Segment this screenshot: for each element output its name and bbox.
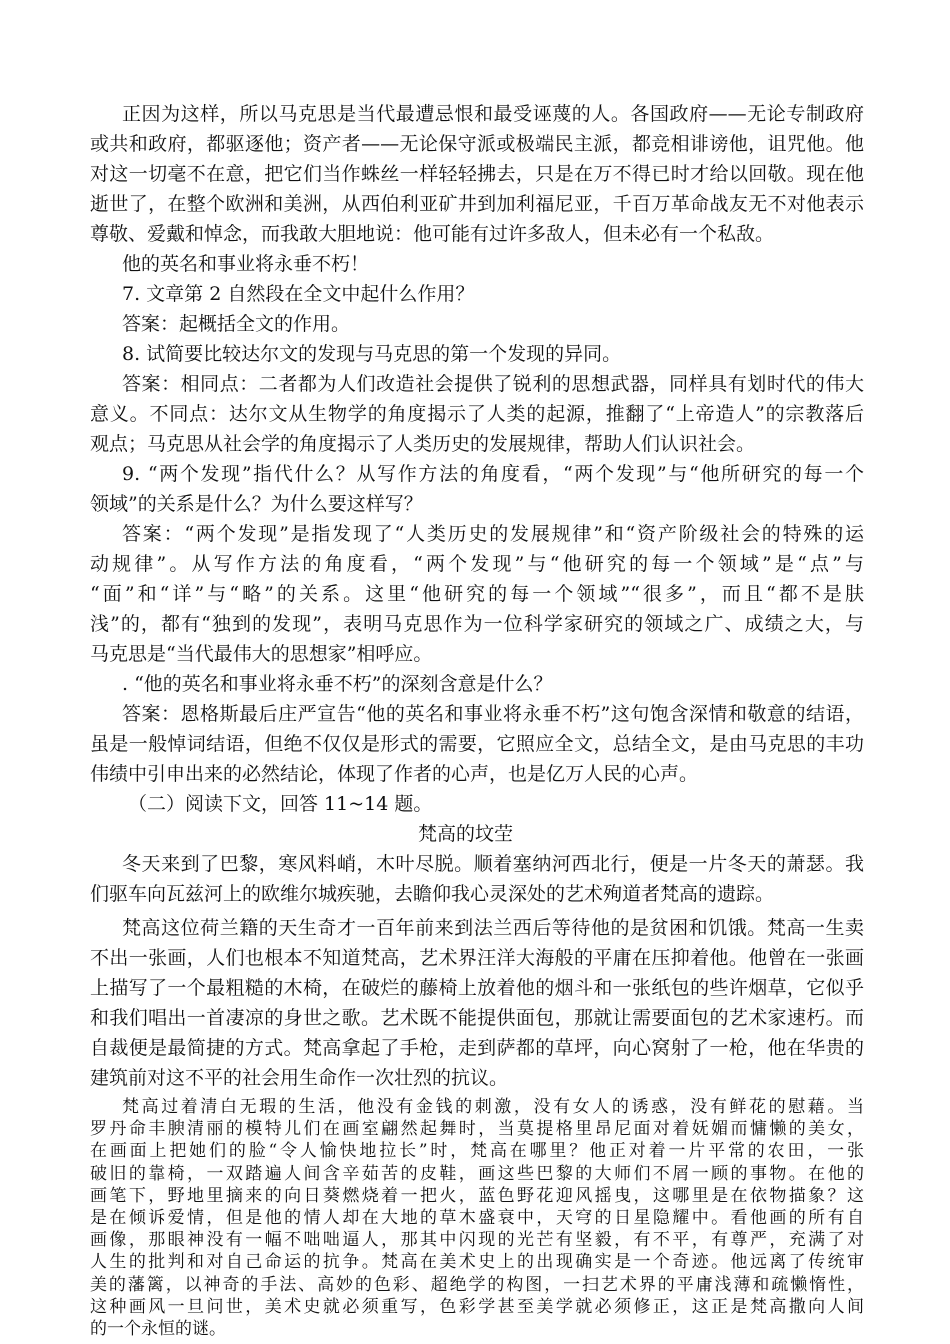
text-line: 尊敬、爱戴和悼念，而我敢大胆地说：他可能有过许多敌人，但未必有一个私敌。	[90, 223, 775, 245]
essay-line: 建筑前对这不平的社会用生命作一次壮烈的抗议。	[90, 1067, 509, 1089]
text-line: 或共和政府，都驱逐他；资产者——无论保守派或极端民主派，都竞相诽谤他，诅咒他。他	[90, 133, 864, 155]
answer-10-line: 虽是一般悼词结语，但绝不仅仅是形式的需要，它照应全文，总结全文，是由马克思的丰功	[90, 733, 864, 755]
section-heading: （二）阅读下文，回答 11~14 题。	[128, 793, 433, 815]
essay-line: 和我们唱出一首凄凉的身世之歌。艺术既不能提供面包，那就让需要面包的艺术家速朽。而	[90, 1007, 864, 1029]
essay-line: 破旧的靠椅，一双踏遍人间含辛茹苦的皮鞋，画这些巴黎的大师们不屑一顾的事物。在他的	[90, 1163, 864, 1184]
answer-8-line: 意义。不同点：达尔文从生物学的角度揭示了人类的起源，推翻了“上帝造人”的宗教落后	[90, 403, 864, 425]
essay-line: 这种画风一旦问世，美术史就必须重写，色彩学甚至美学就必须修正，这正是梵高撒向人间	[90, 1296, 864, 1317]
answer-8-line: 答案：相同点：二者都为人们改造社会提供了锐利的思想武器，同样具有划时代的伟大	[122, 373, 864, 395]
essay-line: 在画面上把她们的脸“令人愉快地拉长”时，梵高在哪里？他正对着一片平常的农田，一张	[90, 1141, 864, 1162]
question-8: 8. 试简要比较达尔文的发现与马克思的第一个发现的异同。	[122, 343, 622, 365]
answer-9-line: 动规律”。从写作方法的角度看，“两个发现”与“他研究的每一个领域”是“点”与	[90, 553, 864, 575]
question-9-line: 领域”的关系是什么？为什么要这样写？	[90, 493, 423, 515]
answer-10-line: 答案：恩格斯最后庄严宣告“他的英名和事业将永垂不朽”这句饱含深情和敬意的结语，	[122, 703, 864, 725]
essay-title: 梵高的坟茔	[418, 823, 514, 845]
essay-line: 画笔下，野地里摘来的向日葵燃烧着一把火，蓝色野花迎风摇曳，这哪里是在依物描象？这	[90, 1185, 864, 1206]
text-line: 他的英名和事业将永垂不朽！	[122, 253, 370, 275]
text-line: 逝世了，在整个欧洲和美洲，从西伯利亚矿井到加利福尼亚，千百万革命战友无不对他表示	[90, 193, 864, 215]
essay-line: 梵高这位荷兰籍的天生奇才一百年前来到法兰西后等待他的是贫困和饥饿。梵高一生卖	[122, 917, 864, 939]
essay-line: 梵高过着清白无瑕的生活，他没有金钱的刺激，没有女人的诱惑，没有鲜花的慰藉。当	[122, 1097, 864, 1117]
essay-line: 的一个永恒的谜。	[90, 1319, 226, 1339]
answer-9-line: 浅”的，都有“独到的发现”，表明马克思作为一位科学家研究的领域之广、成绩之大，与	[90, 613, 864, 635]
answer-10-line: 伟绩中引申出来的必然结论，体现了作者的心声，也是亿万人民的心声。	[90, 763, 699, 785]
question-7: 7. 文章第 2 自然段在全文中起什么作用？	[122, 283, 475, 305]
question-9-line: 9. “两个发现”指代什么？从写作方法的角度看，“两个发现”与“他所研究的每一个	[122, 463, 864, 485]
answer-8-line: 观点；马克思从社会学的角度揭示了人类历史的发展规律，帮助人们认识社会。	[90, 433, 756, 455]
answer-9-line: 马克思是“当代最伟大的思想家”相呼应。	[90, 643, 433, 665]
answer-9-line: 答案：“两个发现”是指发现了“人类历史的发展规律”和“资产阶级社会的特殊的运	[122, 523, 864, 545]
essay-line: 自裁便是最简捷的方式。梵高拿起了手枪，走到萨都的草坪，向心窝射了一枪，他在华贵的	[90, 1037, 864, 1059]
text-line: 正因为这样，所以马克思是当代最遭忌恨和最受诬蔑的人。各国政府——无论专制政府	[122, 103, 864, 125]
essay-line: 不出一张画，人们也根本不知道梵高，艺术界汪洋大海般的平庸在压抑着他。他曾在一张画	[90, 947, 864, 969]
essay-line: 美的藩篱，以神奇的手法、高妙的色彩、超绝学的构图，一扫艺术界的平庸浅薄和疏懒惰性，	[90, 1274, 864, 1295]
essay-line: 是在倾诉爱情，但是他的情人却在大地的草木盛衰中，天穹的日星隐耀中。看他画的所有自	[90, 1208, 864, 1228]
essay-line: 们驱车向瓦兹河上的欧维尔城疾驰，去瞻仰我心灵深处的艺术殉道者梵高的遗踪。	[90, 883, 775, 905]
essay-line: 冬天来到了巴黎，寒风料峭，木叶尽脱。顺着塞纳河西北行，便是一片冬天的萧瑟。我	[122, 853, 864, 875]
essay-line: 上描写了一个最粗糙的木椅，在破烂的藤椅上放着他的烟斗和一张纸包的些许烟草，它似乎	[90, 977, 864, 999]
text-line: 对这一切毫不在意，把它们当作蛛丝一样轻轻拂去，只是在万不得已时才给以回敬。现在他	[90, 163, 864, 185]
essay-line: 画像，那眼神没有一幅不咄咄逼人，那其中闪现的光芒有坚毅，有不平，有尊严，充满了对	[90, 1230, 864, 1251]
essay-line: 罗丹命丰腴清丽的模特儿们在画室翩然起舞时，当莫提格里昂尼面对着妩媚而慵懒的美女，	[90, 1119, 864, 1140]
question-10: . “他的英名和事业将永垂不朽”的深刻含意是什么？	[122, 673, 553, 695]
answer-7: 答案：起概括全文的作用。	[122, 313, 351, 335]
essay-line: 人生的批判和对自己命运的抗争。梵高在美术史上的出现确实是一个奇迹。他远离了传统审	[90, 1252, 864, 1273]
answer-9-line: “面”和“详”与“略”的关系。这里“他研究的每一个领域”“很多”，而且“都不是肤	[90, 583, 864, 605]
